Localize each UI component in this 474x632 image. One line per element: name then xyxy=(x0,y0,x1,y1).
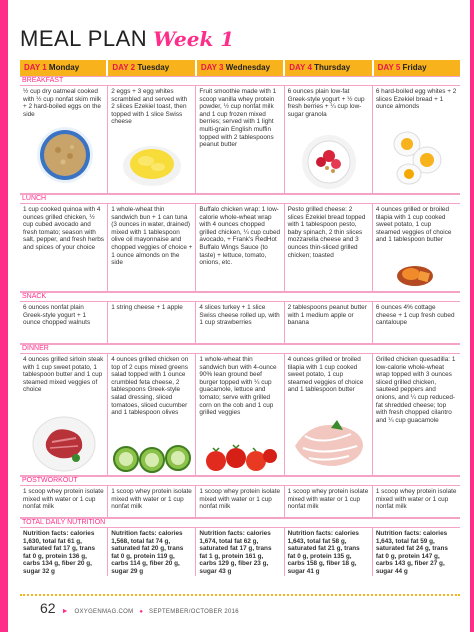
meal-text: Pesto grilled cheese: 2 slices Ezekiel bread topped with 1 tablespoon pesto, baby spinach, 2 thin slices mozzarella cheese and 3 ounces thin-sliced grilled chicken; toasted xyxy=(287,206,366,259)
week-label: Week 1 xyxy=(153,27,235,51)
page-header xyxy=(20,26,234,56)
day-name: Tuesday xyxy=(137,63,170,72)
yogurt-berries-image xyxy=(299,134,359,190)
meal-cell xyxy=(285,204,373,291)
meal-cell xyxy=(20,86,108,193)
cherry-tomatoes-image xyxy=(202,444,278,474)
section-label-total: TOTAL DAILY NUTRITION xyxy=(20,518,460,528)
page-footer xyxy=(40,600,239,616)
nutrition-cell xyxy=(196,528,284,576)
dotted-divider xyxy=(20,594,460,596)
nutrition-text: Nutrition facts: calories 1,568, total fat 74 g, saturated fat 20 g, trans fat 0 g, protein 119 g, carbs 114 g, fiber 20 g, sugar 29 g xyxy=(111,530,184,575)
meal-text: 6 ounces plain low-fat Greek-style yogurt + ½ cup fresh berries + ¼ cup low-sugar granola xyxy=(287,88,365,118)
meal-cell xyxy=(373,204,460,291)
footer-issue: SEPTEMBER/OCTOBER 2016 xyxy=(149,609,239,615)
meal-cell xyxy=(108,204,196,291)
footer-site: OXYGENMAG.COM xyxy=(74,609,134,615)
nutrition-cell xyxy=(373,528,460,576)
day-header-row xyxy=(20,60,460,76)
day-number: DAY 5 xyxy=(377,63,401,72)
meal-text: 6 ounces 4% cottage cheese + 1 cup fresh cubed cantaloupe xyxy=(375,304,455,327)
meal-cell xyxy=(285,86,373,193)
meal-text: 1 scoop whey protein isolate mixed with water or 1 cup nonfat milk xyxy=(375,488,457,511)
day-header xyxy=(285,60,373,76)
steak-plate-image xyxy=(32,414,96,472)
meal-cell xyxy=(20,204,108,291)
meal-text: ½ cup dry oatmeal cooked with ½ cup nonfat skim milk + 2 hard-boiled eggs on the side xyxy=(23,88,102,118)
meal-cell xyxy=(285,354,373,475)
page-title: MEAL PLAN xyxy=(20,26,148,51)
meal-text: 2 eggs + 3 egg whites scrambled and served with 2 slices Ezekiel toast, then topped with 1 slice Swiss cheese xyxy=(111,88,188,126)
meal-cell xyxy=(373,486,460,517)
meal-text: 2 tablespoons peanut butter with 1 medium apple or banana xyxy=(287,304,367,327)
meal-text: 1 whole-wheat thin sandwich bun + 1 can tuna (3 ounces in water, drained) mixed with 1 tablespoon olive oil mayonnaise and chopped veggies of choice + 1 ounce almonds on the side xyxy=(111,206,193,267)
nutrition-cell xyxy=(285,528,373,576)
meal-text: 1 scoop whey protein isolate mixed with water or 1 cup nonfat milk xyxy=(23,488,104,511)
meal-text: 4 ounces grilled chicken on top of 2 cups mixed greens salad topped with 1 ounce crumbled feta cheese, 2 tablespoons Greek-style salad dressing, sliced tomatoes, sliced cucumber and 1 tablespoon olives xyxy=(111,356,189,417)
day-number: DAY 3 xyxy=(200,63,224,72)
postworkout-row xyxy=(20,486,460,518)
day-header xyxy=(374,60,460,76)
meal-cell xyxy=(373,86,460,193)
meal-cell xyxy=(196,86,284,193)
meal-cell xyxy=(196,486,284,517)
meal-text: 4 ounces grilled sirloin steak with 1 cup sweet potato, 1 tablespoon butter and 1 cup steamed mixed veggies of choice xyxy=(23,356,104,394)
lunch-row xyxy=(20,204,460,292)
meal-text: 4 ounces grilled or broiled tilapia with 1 cup cooked sweet potato, 1 cup steamed veggies of choice and 1 tablespoon butter xyxy=(287,356,364,394)
meal-text: 1 scoop whey protein isolate mixed with water or 1 cup nonfat milk xyxy=(199,488,281,511)
day-number: DAY 4 xyxy=(289,63,312,72)
arrow-icon: ► xyxy=(61,608,69,615)
day-header xyxy=(197,60,285,76)
day-number: DAY 1 xyxy=(24,63,47,72)
day-name: Friday xyxy=(402,63,427,72)
meal-text: Grilled chicken quesadilla: 1 low-calorie whole-wheat wrap topped with 3 ounces sliced grilled chicken, sauteed peppers and onions, and ¼ cup reduced-fat shredded cheese; top with fresh chopped cilantro and ¼ cup guacamole xyxy=(375,356,456,424)
day-name: Thursday xyxy=(314,63,351,72)
nutrition-text: Nutrition facts: calories 1,674, total fat 62 g, saturated fat 17 g, trans fat 1 g, protein 161 g, carbs 129 g, fiber 23 g, sugar 43 g xyxy=(199,530,272,575)
oatmeal-bowl-image xyxy=(36,126,94,184)
day-header xyxy=(108,60,196,76)
meal-text: 6 hard-boiled egg whites + 2 slices Ezekiel bread + 1 ounce almonds xyxy=(375,88,457,111)
breakfast-row xyxy=(20,86,460,194)
dinner-row xyxy=(20,354,460,476)
footer-separator-icon: ● xyxy=(139,609,144,615)
cucumber-slices-image xyxy=(112,444,192,474)
meal-cell xyxy=(373,302,460,343)
section-label-snack: SNACK xyxy=(20,292,460,302)
scrambled-eggs-image xyxy=(122,134,182,188)
meal-text: 4 ounces grilled or broiled tilapia with 1 cup cooked sweet potato, 1 cup steamed veggies of choice and 1 tablespoon butter xyxy=(375,206,452,244)
meal-cell xyxy=(108,354,196,475)
section-label-breakfast: BREAKFAST xyxy=(20,76,460,86)
meal-text: 1 whole-wheat thin sandwich bun with 4-ounce 90% lean ground beef burger topped with ¼ cup guacamole, lettuce and tomato; serve with grilled corn on the cob and 1 cup grilled veggies xyxy=(199,356,277,417)
meal-text: 1 string cheese + 1 apple xyxy=(111,304,183,311)
day-name: Wednesday xyxy=(225,63,271,72)
meal-cell xyxy=(196,204,284,291)
snack-row xyxy=(20,302,460,344)
meal-cell xyxy=(20,354,108,475)
nutrition-text: Nutrition facts: calories 1,630, total fat 61 g, saturated fat 17 g, trans fat 0 g, protein 136 g, carbs 134 g, fiber 20 g, sugar 32 g xyxy=(23,530,96,575)
meal-text: 1 scoop whey protein isolate mixed with water or 1 cup nonfat milk xyxy=(111,488,192,511)
section-label-dinner: DINNER xyxy=(20,344,460,354)
nutrition-text: Nutrition facts: calories 1,643, total fat 58 g, saturated fat 21 g, trans fat 0 g, protein 135 g, carbs 158 g, fiber 18 g, sugar 41 g xyxy=(287,530,360,575)
pink-margin-bar-right xyxy=(470,0,474,632)
meal-cell xyxy=(285,302,373,343)
tilapia-fillet-image xyxy=(291,416,367,472)
meal-cell xyxy=(20,486,108,517)
day-number: DAY 2 xyxy=(112,63,136,72)
pink-margin-bar xyxy=(0,0,8,632)
day-header xyxy=(20,60,108,76)
meal-cell xyxy=(196,302,284,343)
meal-text: 1 scoop whey protein isolate mixed with water or 1 cup nonfat milk xyxy=(287,488,369,511)
meal-cell xyxy=(108,86,196,193)
meal-plan-table xyxy=(20,60,460,576)
nutrition-cell xyxy=(20,528,108,576)
meal-cell xyxy=(285,486,373,517)
meal-text: Buffalo chicken wrap: 1 low-calorie whole-wheat wrap with 4 ounces chopped grilled chicken, ¼ cup cubed avocado, + Frank's RedHot Buffalo Wings Sauce (to taste) + lettuce, tomato, onions, etc. xyxy=(199,206,281,267)
nutrition-cell xyxy=(108,528,196,576)
meal-cell xyxy=(20,302,108,343)
page-number: 62 xyxy=(40,600,56,616)
meal-cell xyxy=(108,302,196,343)
nutrition-row xyxy=(20,528,460,576)
day-name: Monday xyxy=(48,63,80,72)
meal-text: 6 ounces nonfat plain Greek-style yogurt + 1 ounce chopped walnuts xyxy=(23,304,91,327)
meal-cell xyxy=(373,354,460,475)
meal-cell xyxy=(196,354,284,475)
boiled-eggs-image xyxy=(387,126,449,188)
meal-text: 1 cup cooked quinoa with 4 ounces grilled chicken, ½ cup cubed avocado and fresh tomato; season with salt, pepper, and fresh herbs and spices of your choice xyxy=(23,206,104,251)
nutrition-text: Nutrition facts: calories 1,643, total fat 59 g, saturated fat 24 g, trans fat 0 g, protein 147 g, carbs 143 g, fiber 27 g, sugar 44 g xyxy=(375,530,448,575)
section-label-postworkout: POSTWORKOUT xyxy=(20,476,460,486)
sweet-potato-image xyxy=(395,262,435,290)
meal-cell xyxy=(108,486,196,517)
section-label-lunch: LUNCH xyxy=(20,194,460,204)
meal-text: 4 slices turkey + 1 slice Swiss cheese rolled up, with 1 cup strawberries xyxy=(199,304,280,327)
meal-text: Fruit smoothie made with 1 scoop vanilla whey protein powder, ½ cup nonfat milk and 1 cup frozen mixed berries; served with 1 light multi-grain English muffin topped with 2 tablespoons peanut butter xyxy=(199,88,277,149)
